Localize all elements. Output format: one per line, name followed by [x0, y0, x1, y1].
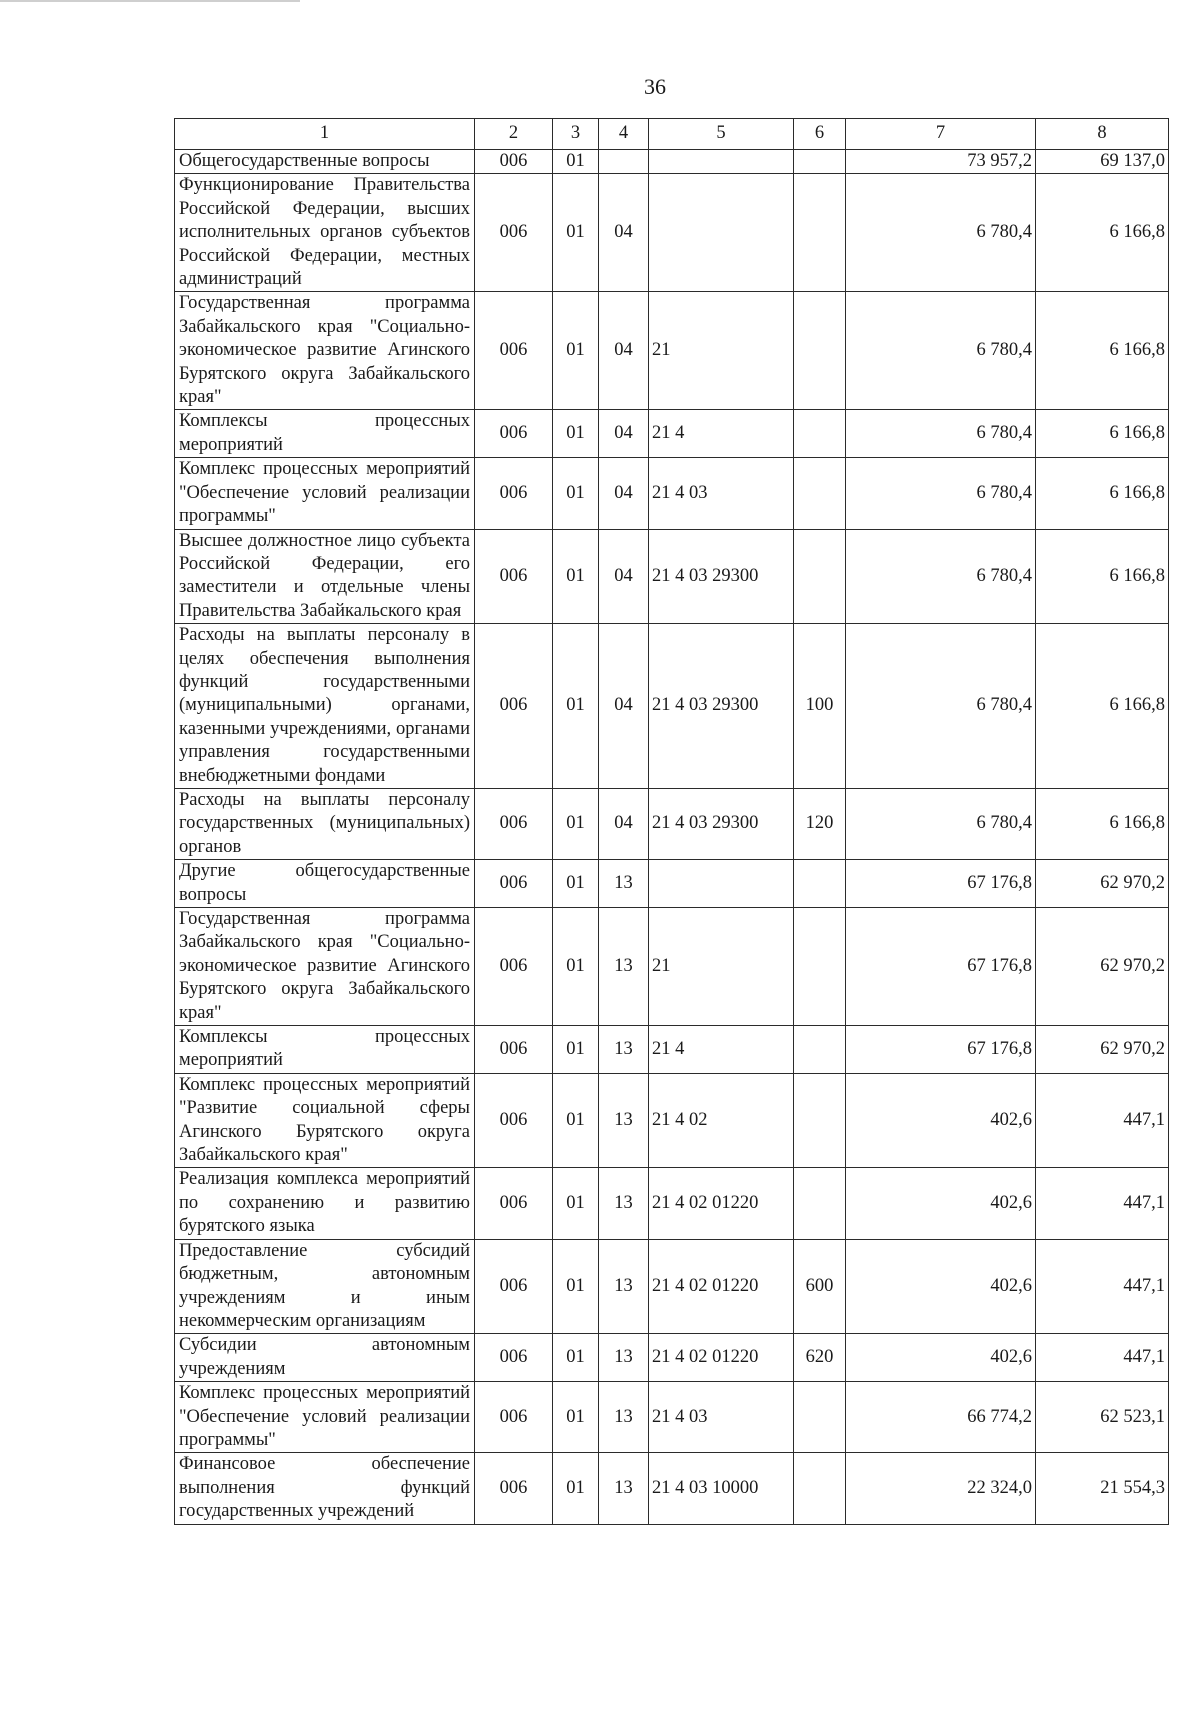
table-header-row [175, 119, 1169, 150]
header-cell: 4 [599, 119, 649, 150]
page-number: 36 [644, 74, 666, 99]
target-article-cell [649, 860, 794, 908]
subsection-code-cell: 04 [599, 788, 649, 859]
section-code-cell: 01 [553, 1453, 599, 1524]
ministry-code-cell: 006 [475, 788, 553, 859]
amount-year1-cell: 67 176,8 [846, 908, 1036, 1026]
amount-year2-cell: 447,1 [1036, 1168, 1169, 1239]
expense-type-cell [794, 1382, 846, 1453]
table-row [175, 1026, 1169, 1074]
amount-year2-cell: 62 523,1 [1036, 1382, 1169, 1453]
row-name-cell: Государственная программа Забайкальского края "Социально-экономическое развитие Агинского Бурятского округа Забайкальского края" [175, 292, 475, 410]
expense-type-cell [794, 292, 846, 410]
section-code-cell: 01 [553, 1382, 599, 1453]
row-name-cell: Комплекс процессных мероприятий "Развитие социальной сферы Агинского Бурятского округа Забайкальского края" [175, 1073, 475, 1168]
amount-year2-cell: 447,1 [1036, 1334, 1169, 1382]
target-article-cell: 21 4 02 [649, 1073, 794, 1168]
row-name-cell: Высшее должностное лицо субъекта Российской Федерации, его заместители и отдельные члены Правительства Забайкальского края [175, 529, 475, 624]
section-code-cell: 01 [553, 410, 599, 458]
table-row [175, 174, 1169, 292]
row-name-cell: Комплекс процессных мероприятий "Обеспечение условий реализации программы" [175, 458, 475, 529]
amount-year1-cell: 402,6 [846, 1239, 1036, 1334]
section-code-cell: 01 [553, 1168, 599, 1239]
subsection-code-cell: 13 [599, 1382, 649, 1453]
row-name-cell: Расходы на выплаты персоналу в целях обеспечения выполнения функций государственными (муниципальными) органами, казенными учреждениями, органами управления государственными внебюджетными фондами [175, 624, 475, 789]
amount-year2-cell: 62 970,2 [1036, 1026, 1169, 1074]
ministry-code-cell: 006 [475, 150, 553, 174]
header-cell: 3 [553, 119, 599, 150]
expense-type-cell [794, 410, 846, 458]
amount-year1-cell: 6 780,4 [846, 529, 1036, 624]
expense-type-cell [794, 458, 846, 529]
target-article-cell: 21 4 03 29300 [649, 529, 794, 624]
ministry-code-cell: 006 [475, 529, 553, 624]
amount-year2-cell: 447,1 [1036, 1239, 1169, 1334]
header-cell: 1 [175, 119, 475, 150]
expense-type-cell: 100 [794, 624, 846, 789]
scan-artifact-line [0, 0, 300, 2]
subsection-code-cell: 04 [599, 529, 649, 624]
target-article-cell: 21 4 02 01220 [649, 1239, 794, 1334]
amount-year2-cell: 6 166,8 [1036, 624, 1169, 789]
expense-type-cell [794, 908, 846, 1026]
subsection-code-cell: 04 [599, 624, 649, 789]
amount-year2-cell: 6 166,8 [1036, 788, 1169, 859]
ministry-code-cell: 006 [475, 458, 553, 529]
row-name-cell: Реализация комплекса мероприятий по сохранению и развитию бурятского языка [175, 1168, 475, 1239]
target-article-cell [649, 150, 794, 174]
target-article-cell [649, 174, 794, 292]
amount-year2-cell: 21 554,3 [1036, 1453, 1169, 1524]
table-row [175, 292, 1169, 410]
table-row [175, 458, 1169, 529]
amount-year2-cell: 62 970,2 [1036, 860, 1169, 908]
table-row [175, 1239, 1169, 1334]
ministry-code-cell: 006 [475, 1334, 553, 1382]
subsection-code-cell: 13 [599, 860, 649, 908]
target-article-cell: 21 4 03 10000 [649, 1453, 794, 1524]
target-article-cell: 21 4 03 29300 [649, 788, 794, 859]
header-cell: 6 [794, 119, 846, 150]
ministry-code-cell: 006 [475, 860, 553, 908]
row-name-cell: Комплексы процессных мероприятий [175, 410, 475, 458]
subsection-code-cell [599, 150, 649, 174]
ministry-code-cell: 006 [475, 1453, 553, 1524]
target-article-cell: 21 [649, 908, 794, 1026]
row-name-cell: Расходы на выплаты персоналу государственных (муниципальных) органов [175, 788, 475, 859]
section-code-cell: 01 [553, 1239, 599, 1334]
row-name-cell: Предоставление субсидий бюджетным, автономным учреждениям и иным некоммерческим организациям [175, 1239, 475, 1334]
section-code-cell: 01 [553, 624, 599, 789]
subsection-code-cell: 04 [599, 292, 649, 410]
table-row [175, 1453, 1169, 1524]
target-article-cell: 21 4 02 01220 [649, 1334, 794, 1382]
section-code-cell: 01 [553, 788, 599, 859]
section-code-cell: 01 [553, 174, 599, 292]
section-code-cell: 01 [553, 1073, 599, 1168]
ministry-code-cell: 006 [475, 1026, 553, 1074]
amount-year1-cell: 6 780,4 [846, 174, 1036, 292]
table-row [175, 1334, 1169, 1382]
expense-type-cell [794, 1026, 846, 1074]
amount-year1-cell: 6 780,4 [846, 292, 1036, 410]
ministry-code-cell: 006 [475, 1168, 553, 1239]
target-article-cell: 21 4 [649, 410, 794, 458]
table-row [175, 1168, 1169, 1239]
subsection-code-cell: 04 [599, 410, 649, 458]
target-article-cell: 21 4 [649, 1026, 794, 1074]
amount-year2-cell: 69 137,0 [1036, 150, 1169, 174]
subsection-code-cell: 13 [599, 1073, 649, 1168]
amount-year1-cell: 402,6 [846, 1334, 1036, 1382]
ministry-code-cell: 006 [475, 1239, 553, 1334]
amount-year1-cell: 67 176,8 [846, 1026, 1036, 1074]
ministry-code-cell: 006 [475, 292, 553, 410]
target-article-cell: 21 4 02 01220 [649, 1168, 794, 1239]
row-name-cell: Другие общегосударственные вопросы [175, 860, 475, 908]
expense-type-cell [794, 529, 846, 624]
expense-type-cell: 600 [794, 1239, 846, 1334]
table-row [175, 788, 1169, 859]
table-row [175, 529, 1169, 624]
amount-year2-cell: 62 970,2 [1036, 908, 1169, 1026]
header-cell: 8 [1036, 119, 1169, 150]
amount-year1-cell: 22 324,0 [846, 1453, 1036, 1524]
table-row [175, 150, 1169, 174]
section-code-cell: 01 [553, 860, 599, 908]
row-name-cell: Комплексы процессных мероприятий [175, 1026, 475, 1074]
subsection-code-cell: 13 [599, 1453, 649, 1524]
amount-year1-cell: 66 774,2 [846, 1382, 1036, 1453]
section-code-cell: 01 [553, 1334, 599, 1382]
ministry-code-cell: 006 [475, 410, 553, 458]
ministry-code-cell: 006 [475, 1073, 553, 1168]
row-name-cell: Общегосударственные вопросы [175, 150, 475, 174]
row-name-cell: Функционирование Правительства Российской Федерации, высших исполнительных органов субъектов Российской Федерации, местных администраций [175, 174, 475, 292]
budget-table [174, 118, 1169, 1525]
amount-year2-cell: 6 166,8 [1036, 292, 1169, 410]
table-row [175, 1073, 1169, 1168]
section-code-cell: 01 [553, 150, 599, 174]
subsection-code-cell: 13 [599, 1168, 649, 1239]
row-name-cell: Субсидии автономным учреждениям [175, 1334, 475, 1382]
subsection-code-cell: 13 [599, 1334, 649, 1382]
expense-type-cell [794, 1168, 846, 1239]
table-row [175, 908, 1169, 1026]
amount-year2-cell: 6 166,8 [1036, 458, 1169, 529]
amount-year1-cell: 402,6 [846, 1073, 1036, 1168]
row-name-cell: Финансовое обеспечение выполнения функций государственных учреждений [175, 1453, 475, 1524]
expense-type-cell [794, 174, 846, 292]
ministry-code-cell: 006 [475, 624, 553, 789]
row-name-cell: Комплекс процессных мероприятий "Обеспечение условий реализации программы" [175, 1382, 475, 1453]
section-code-cell: 01 [553, 292, 599, 410]
table-row [175, 410, 1169, 458]
target-article-cell: 21 4 03 [649, 1382, 794, 1453]
amount-year1-cell: 6 780,4 [846, 624, 1036, 789]
header-cell: 7 [846, 119, 1036, 150]
amount-year1-cell: 73 957,2 [846, 150, 1036, 174]
subsection-code-cell: 13 [599, 1026, 649, 1074]
subsection-code-cell: 04 [599, 458, 649, 529]
amount-year2-cell: 6 166,8 [1036, 410, 1169, 458]
ministry-code-cell: 006 [475, 908, 553, 1026]
amount-year1-cell: 402,6 [846, 1168, 1036, 1239]
amount-year2-cell: 6 166,8 [1036, 529, 1169, 624]
ministry-code-cell: 006 [475, 174, 553, 292]
amount-year2-cell: 6 166,8 [1036, 174, 1169, 292]
expense-type-cell [794, 860, 846, 908]
row-name-cell: Государственная программа Забайкальского края "Социально-экономическое развитие Агинского Бурятского округа Забайкальского края" [175, 908, 475, 1026]
subsection-code-cell: 04 [599, 174, 649, 292]
amount-year1-cell: 67 176,8 [846, 860, 1036, 908]
target-article-cell: 21 [649, 292, 794, 410]
expense-type-cell [794, 1073, 846, 1168]
expense-type-cell: 620 [794, 1334, 846, 1382]
amount-year1-cell: 6 780,4 [846, 410, 1036, 458]
section-code-cell: 01 [553, 529, 599, 624]
table-row [175, 624, 1169, 789]
target-article-cell: 21 4 03 29300 [649, 624, 794, 789]
expense-type-cell [794, 1453, 846, 1524]
header-cell: 2 [475, 119, 553, 150]
expense-type-cell: 120 [794, 788, 846, 859]
header-cell: 5 [649, 119, 794, 150]
table-row [175, 860, 1169, 908]
table-row [175, 1382, 1169, 1453]
ministry-code-cell: 006 [475, 1382, 553, 1453]
subsection-code-cell: 13 [599, 908, 649, 1026]
section-code-cell: 01 [553, 458, 599, 529]
section-code-cell: 01 [553, 908, 599, 1026]
amount-year1-cell: 6 780,4 [846, 458, 1036, 529]
expense-type-cell [794, 150, 846, 174]
target-article-cell: 21 4 03 [649, 458, 794, 529]
subsection-code-cell: 13 [599, 1239, 649, 1334]
amount-year2-cell: 447,1 [1036, 1073, 1169, 1168]
section-code-cell: 01 [553, 1026, 599, 1074]
amount-year1-cell: 6 780,4 [846, 788, 1036, 859]
